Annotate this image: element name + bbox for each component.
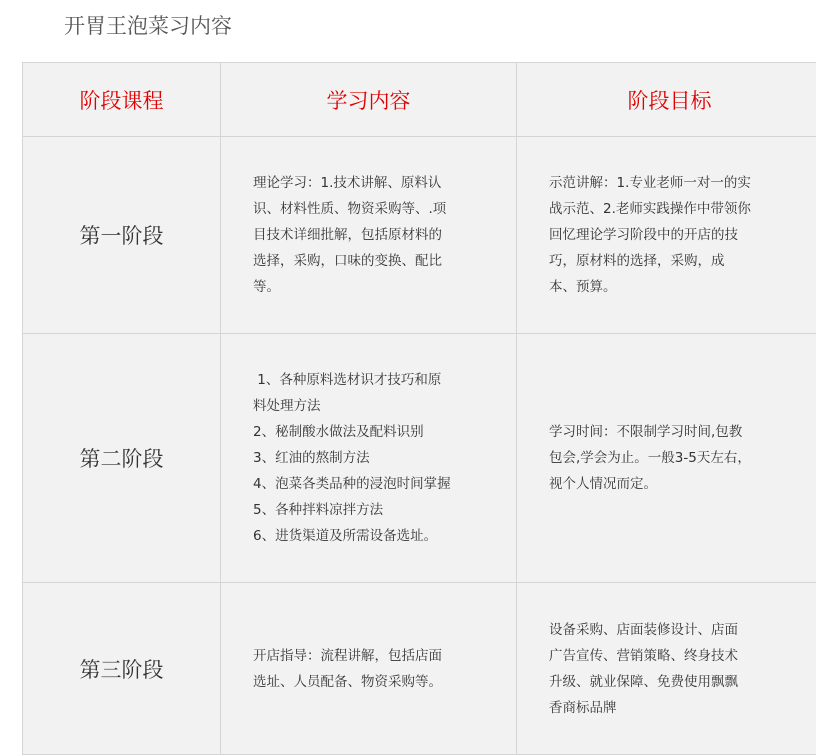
content-line: 选址、人员配备、物资采购等。 bbox=[253, 673, 442, 690]
goal-line: 设备采购、店面装修设计、店面 bbox=[549, 621, 738, 638]
goal-line: 香商标品牌 bbox=[549, 699, 617, 716]
content-line: 2、秘制酸水做法及配料识别 bbox=[253, 424, 424, 440]
content-cell bbox=[221, 583, 517, 755]
table-row bbox=[23, 583, 816, 755]
header-stage-course: 阶段课程 bbox=[23, 63, 221, 137]
goal-cell bbox=[517, 137, 816, 334]
goal-line: 升级、就业保障、免费使用飘飘 bbox=[549, 673, 738, 690]
header-stage-goal: 阶段目标 bbox=[517, 63, 816, 137]
goal-cell bbox=[517, 583, 816, 755]
content-cell bbox=[221, 334, 517, 583]
content-line: 料处理方法 bbox=[253, 398, 321, 414]
content-line: 1、各种原料选材识才技巧和原 bbox=[253, 372, 442, 388]
page-title: 开胃王泡菜习内容 bbox=[64, 14, 232, 38]
content-line: 选择，采购，口味的变换、配比 bbox=[253, 253, 442, 269]
content-line: 识、材料性质、物资采购等、.项 bbox=[253, 201, 447, 217]
stage-name: 第二阶段 bbox=[23, 334, 221, 583]
course-table bbox=[22, 62, 816, 755]
content-line: 6、进货渠道及所需设备选址。 bbox=[253, 528, 438, 544]
header-learning-content: 学习内容 bbox=[221, 63, 517, 137]
goal-line: 巧，原材料的选择，采购，成 bbox=[549, 253, 725, 269]
content-cell bbox=[221, 137, 517, 334]
table-row bbox=[23, 137, 816, 334]
stage-name: 第三阶段 bbox=[23, 583, 221, 755]
goal-cell bbox=[517, 334, 816, 583]
content-line: 理论学习：1.技术讲解、原料认 bbox=[253, 175, 442, 191]
content-line: 3、红油的熬制方法 bbox=[253, 450, 370, 466]
goal-line: 学习时间：不限制学习时间,包教 bbox=[549, 424, 743, 440]
content-line: 等。 bbox=[253, 279, 280, 295]
goal-line: 广告宣传、营销策略、终身技术 bbox=[549, 647, 738, 664]
content-line: 目技术详细批解，包括原材料的 bbox=[253, 227, 442, 243]
table-row bbox=[23, 334, 816, 583]
goal-line: 包会,学会为止。一般3-5天左右， bbox=[549, 450, 751, 466]
table-header-row bbox=[23, 63, 816, 137]
goal-line: 视个人情况而定。 bbox=[549, 476, 657, 492]
goal-line: 战示范、2.老师实践操作中带领你 bbox=[549, 201, 751, 217]
stage-name: 第一阶段 bbox=[23, 137, 221, 334]
goal-line: 本、预算。 bbox=[549, 279, 617, 295]
goal-line: 示范讲解：1.专业老师一对一的实 bbox=[549, 175, 751, 191]
goal-line: 回忆理论学习阶段中的开店的技 bbox=[549, 227, 738, 243]
content-line: 4、泡菜各类品种的浸泡时间掌握 bbox=[253, 476, 451, 492]
content-line: 5、各种拌料凉拌方法 bbox=[253, 502, 384, 518]
content-line: 开店指导：流程讲解，包括店面 bbox=[253, 647, 442, 664]
